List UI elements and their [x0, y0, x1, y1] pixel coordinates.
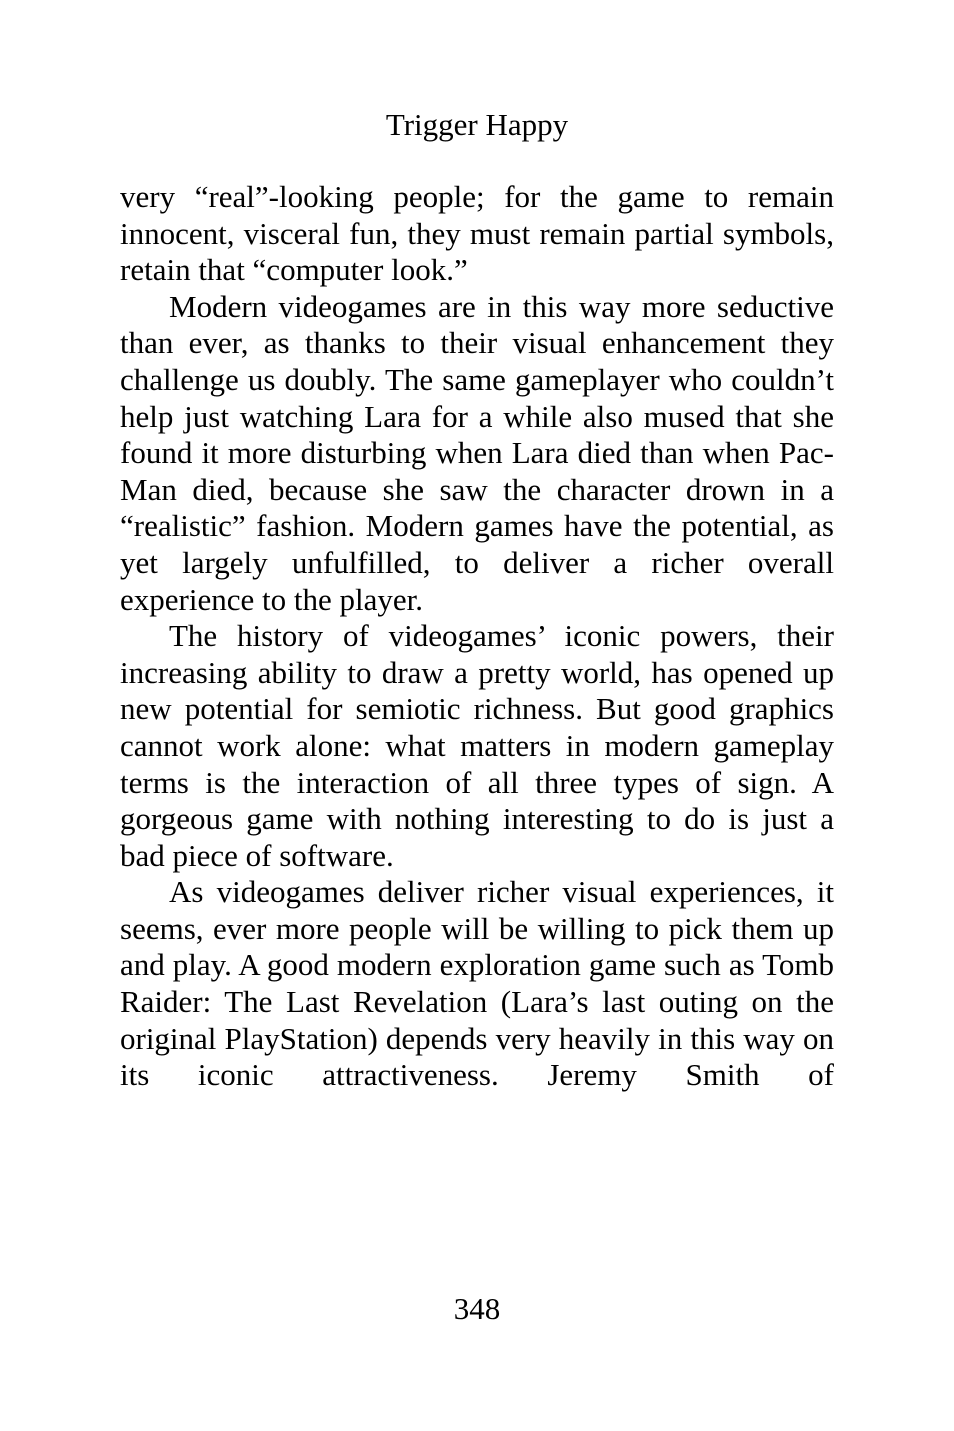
paragraph: The history of videogames’ iconic powers, their increasing ability to draw a pretty world, has opened up new potential for semiotic richness. But good graphics cannot work alone: what matters in modern gameplay terms is the interaction of all three types of sign. A gorgeous game with nothing interesting to do is just a bad piece of software. [120, 618, 834, 873]
body-text [120, 179, 834, 1094]
paragraph-last: As videogames deliver richer visual experiences, it seems, ever more people will be willing to pick them up and play. A good modern exploration game such as Tomb Raider: The Last Revelation (Lara’s last outing on the original PlayStation) depends very heavily in this way on its iconic attractiveness. Jeremy Smith of [120, 874, 834, 1093]
paragraph: Modern videogames are in this way more seductive than ever, as thanks to their visual enhancement they challenge us doubly. The same gameplayer who couldn’t help just watching Lara for a while also mused that she found it more disturbing when Lara died than when Pac-Man died, because she saw the character drown in a “realistic” fashion. Modern games have the potential, as yet largely unfulfilled, to deliver a richer overall experience to the player. [120, 288, 834, 617]
paragraph-continued: very “real”-looking people; for the game to remain innocent, visceral fun, they must remain partial symbols, retain that “computer look.” [120, 179, 834, 288]
page-number: 348 [453, 1291, 501, 1326]
running-title: Trigger Happy [385, 107, 569, 142]
